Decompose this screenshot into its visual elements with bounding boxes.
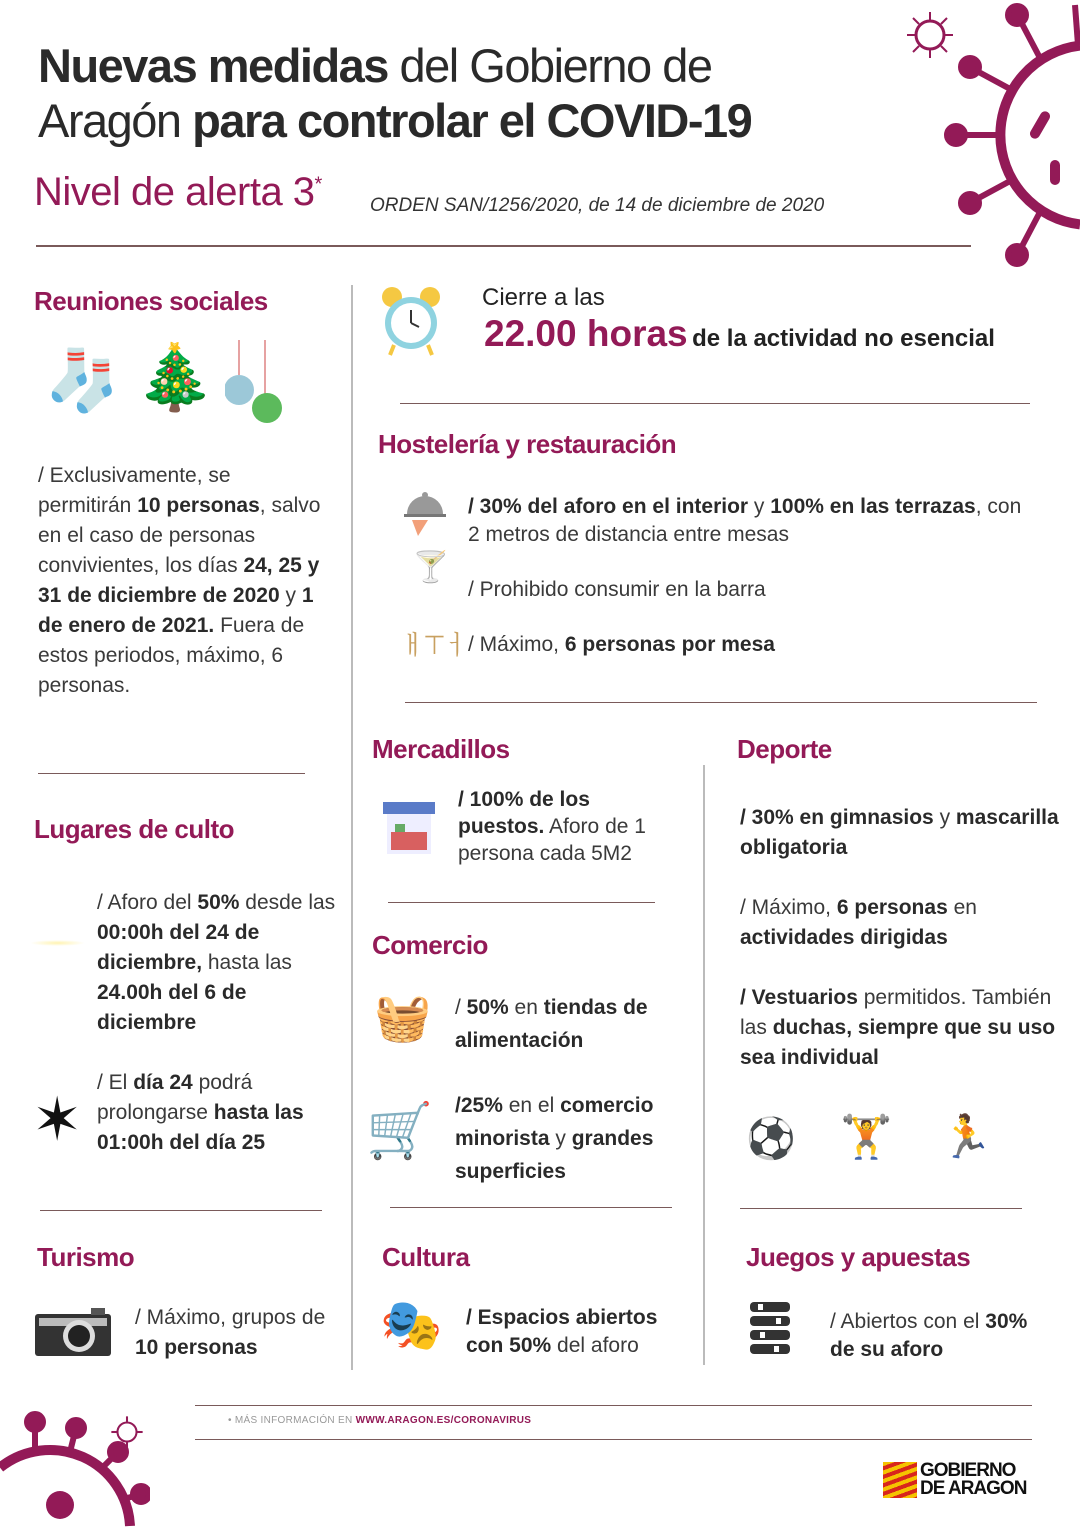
section-title-juegos: Juegos y apuestas <box>746 1242 971 1272</box>
text-segment: 10 personas <box>135 1336 258 1359</box>
divider <box>390 1207 672 1208</box>
text-segment: / 30% en gimnasios <box>740 806 934 829</box>
text-segment: actividades dirigidas <box>740 926 948 949</box>
section-title-reuniones: Reuniones sociales <box>34 286 268 316</box>
text-segment: duchas, siempre que su uso sea individual <box>740 1016 1056 1069</box>
text-segment: desde las <box>239 891 336 914</box>
table-chairs-icon: ㅐ⊤ㅓ <box>400 630 467 660</box>
divider <box>36 245 971 247</box>
virus-decoration-icon <box>940 0 1080 270</box>
gobierno-aragon-logo: GOBIERNO DE ARAGON <box>883 1462 1026 1498</box>
soccer-ball-icon: ⚽ <box>746 1117 796 1161</box>
text-segment: , con 2 metros de distancia entre mesas <box>468 495 1022 546</box>
section-title-mercadillos: Mercadillos <box>372 734 510 764</box>
casino-chips-icon <box>748 1300 792 1358</box>
christmas-stocking-icon: 🧦 <box>45 347 120 414</box>
text-segment: / Máximo, grupos de <box>135 1306 326 1329</box>
grocery-basket-icon: 🧺 <box>374 991 432 1043</box>
text-segment: / <box>455 996 467 1019</box>
runner-icon: 🏃 <box>940 1113 993 1160</box>
order-reference: ORDEN SAN/1256/2020, de 14 de diciembre de 2020 <box>370 195 825 216</box>
deporte-item-2 <box>740 893 1060 953</box>
text-segment: / Aforo del <box>97 891 198 914</box>
text-segment: / Exclusivamente, se permitirán <box>38 464 231 517</box>
divider <box>388 902 655 903</box>
text-segment: grandes superficies <box>455 1127 654 1183</box>
info-link[interactable]: WWW.ARAGON.ES/CORONAVIRUS <box>355 1415 532 1426</box>
divider <box>40 1210 322 1211</box>
divider <box>740 1208 1022 1209</box>
divider <box>195 1439 1032 1440</box>
text-segment: 00:00h del 24 de diciembre, <box>97 921 260 974</box>
closing-time: 22.00 horas de la actividad no esencial <box>484 313 995 354</box>
text-segment: comercio minorista <box>455 1094 654 1150</box>
small-virus-icon <box>110 1415 144 1449</box>
text-segment: 50% <box>197 891 240 914</box>
closing-label: Cierre a las <box>482 284 605 311</box>
hosteleria-item-2 <box>468 575 968 605</box>
text-segment: Fuera de estos periodos, máximo, 6 personas. <box>38 614 305 697</box>
text-segment: en el <box>502 1094 561 1117</box>
light-glow-icon <box>30 940 85 946</box>
text-segment: / Abiertos con el <box>830 1310 986 1333</box>
alarm-clock-icon <box>380 283 442 358</box>
text-segment: tiendas de alimentación <box>455 996 648 1052</box>
text-segment: Aragón <box>38 94 193 147</box>
text-segment: / El <box>97 1071 134 1094</box>
section-title-turismo: Turismo <box>37 1242 135 1272</box>
section-title-culto: Lugares de culto <box>34 814 235 844</box>
text-segment: Nuevas medidas <box>38 39 388 92</box>
page-title <box>38 38 751 148</box>
text-segment: / Vestuarios <box>740 986 858 1009</box>
text-segment: /25% <box>455 1094 503 1117</box>
divider <box>405 702 1037 703</box>
comercio-item-2 <box>455 1089 695 1188</box>
text-segment: podrá prolongarse <box>97 1071 253 1124</box>
comercio-item-1 <box>455 991 695 1057</box>
hosteleria-item-3 <box>468 630 968 660</box>
text-segment: / 100% de los puestos. <box>458 788 590 838</box>
text-segment: y <box>748 495 771 518</box>
text-segment: del aforo <box>551 1334 639 1357</box>
text-segment: , salvo en el caso de personas convivientes, los días <box>38 494 321 577</box>
text-segment: 10 personas <box>137 494 260 517</box>
text-segment: hasta las 01:00h del día 25 <box>97 1101 304 1154</box>
text-segment: mascarilla obligatoria <box>740 806 1059 859</box>
serving-cloche-icon <box>404 490 446 538</box>
text-segment: 50% <box>466 996 509 1019</box>
column-divider <box>703 765 705 1365</box>
text-segment: en <box>508 996 544 1019</box>
theater-masks-icon: 🎭 <box>380 1297 443 1353</box>
text-segment: hasta las <box>202 951 292 974</box>
text-segment: del Gobierno de <box>387 39 712 92</box>
text-segment: / Espacios abiertos con 50% <box>466 1306 658 1357</box>
text-segment: / Máximo, <box>740 896 837 919</box>
text-segment: 30% de su aforo <box>830 1310 1028 1361</box>
camera-icon <box>35 1308 111 1356</box>
more-info: • MÁS INFORMACIÓN EN WWW.ARAGON.ES/CORONAVIRUS <box>228 1415 532 1426</box>
deporte-item-3 <box>740 983 1060 1073</box>
cultura-text <box>466 1304 696 1360</box>
text-segment: / Máximo, <box>468 633 565 656</box>
text-segment: Aforo de 1 persona cada 5M2 <box>458 815 646 865</box>
section-title-cultura: Cultura <box>382 1242 470 1272</box>
text-segment: y <box>549 1127 572 1150</box>
divider <box>195 1405 1032 1406</box>
title-line-1 <box>38 38 751 93</box>
text-segment: día 24 <box>133 1071 193 1094</box>
turismo-text <box>135 1303 335 1363</box>
text-segment: 100% en las terrazas <box>770 495 976 518</box>
cocktail-icon: 🍸 <box>412 551 450 584</box>
deporte-item-1 <box>740 803 1060 863</box>
alert-level: Nivel de alerta 3* <box>34 170 322 214</box>
text-segment: y <box>933 806 956 829</box>
star-icon: ✶ <box>32 1086 83 1153</box>
christmas-tree-icon: 🎄 <box>135 341 215 413</box>
text-segment: y <box>279 584 302 607</box>
section-title-deporte: Deporte <box>737 734 832 764</box>
market-stall-icon <box>383 802 435 857</box>
culto-item-1 <box>97 888 342 1038</box>
divider <box>400 403 1030 404</box>
text-segment: 24, 25 y 31 de diciembre de 2020 <box>38 554 320 607</box>
text-segment: 1 de enero de 2021. <box>38 584 314 637</box>
small-virus-icon <box>905 10 955 60</box>
text-segment: en <box>947 896 977 919</box>
ornament-balls-icon <box>225 340 285 430</box>
shopping-cart-icon: 🛒 <box>366 1101 434 1161</box>
text-segment: / Prohibido consumir en la barra <box>468 578 766 601</box>
mercadillos-text <box>458 786 678 867</box>
divider <box>38 773 305 774</box>
aragon-flag-icon <box>883 1462 917 1498</box>
section-title-comercio: Comercio <box>372 930 488 960</box>
text-segment: 24.00h del 6 de diciembre <box>97 981 247 1034</box>
text-segment: permitidos. También las <box>740 986 1052 1039</box>
culto-item-2 <box>97 1068 337 1158</box>
juegos-text <box>830 1308 1030 1364</box>
title-line-2 <box>38 93 751 148</box>
hosteleria-item-1 <box>468 493 1038 549</box>
weightlifting-icon: 🏋 <box>840 1113 893 1160</box>
text-segment: para controlar el COVID-19 <box>192 94 752 147</box>
reuniones-text <box>38 461 328 701</box>
text-segment: 6 personas <box>836 896 948 919</box>
section-title-hosteleria: Hostelería y restauración <box>378 429 677 459</box>
text-segment: / 30% del aforo en el interior <box>468 495 749 518</box>
column-divider <box>351 285 353 1370</box>
text-segment: 6 personas por mesa <box>564 633 775 656</box>
